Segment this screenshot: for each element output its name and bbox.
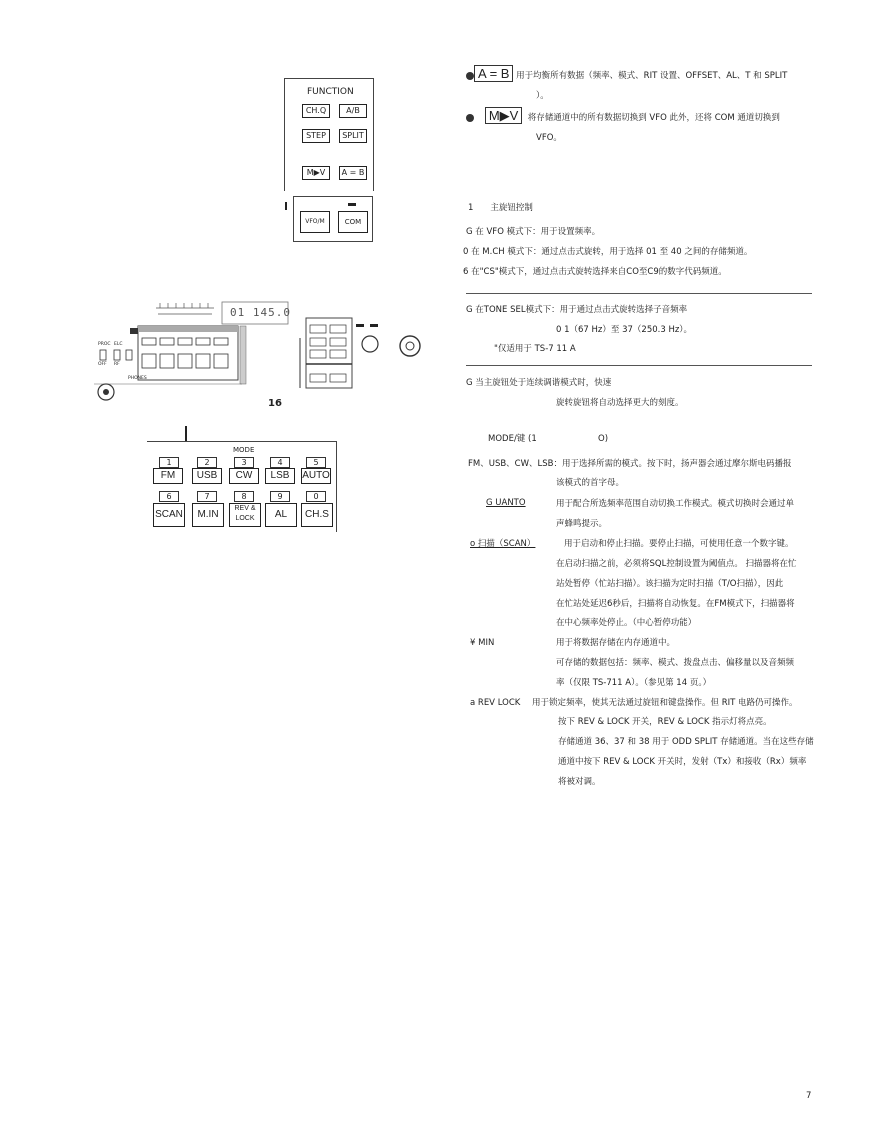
scan-line-3: 站处暂停（忙站扫描）。该扫描为定时扫描（T/O扫描），因此 xyxy=(556,579,784,589)
step-key[interactable]: STEP xyxy=(302,129,330,143)
num-3: 3 xyxy=(234,457,254,468)
ab-key-label: A = B xyxy=(474,65,513,82)
mode-heading-a: MODE/键 (1 xyxy=(488,434,537,444)
fm-line-2: 该模式的首字母。 xyxy=(556,478,625,488)
auto-line-1: 用于配合所选频率范围自动切换工作模式。模式切换时会通过单 xyxy=(556,499,795,509)
divider-2 xyxy=(466,365,812,366)
mv-description-cont: VFO。 xyxy=(536,133,562,143)
scan-label-text: o 扫描（SCAN） xyxy=(470,539,536,549)
min-line-3: 率（仅限 TS-711 A）。（参见第 14 页。） xyxy=(556,678,712,688)
s1-line-3: 6 在"CS"模式下，通过点击式旋转选择来自CO至C9的数字代码频道。 xyxy=(463,267,727,277)
mode-panel-marker xyxy=(185,426,187,442)
com-key[interactable]: COM xyxy=(338,211,368,233)
rev-lock-key[interactable]: REV & LOCK xyxy=(229,503,261,527)
section-1-heading: 1 主旋钮控制 xyxy=(468,203,533,213)
mode-panel xyxy=(147,441,337,532)
phones-label: PHONES xyxy=(128,376,147,381)
tone-line-3: "仅适用于 TS-7 11 A xyxy=(494,344,576,354)
auto-key[interactable]: AUTO xyxy=(301,468,331,484)
num-7: 7 xyxy=(197,491,217,502)
frequency-display: 01 145.0 xyxy=(230,306,291,319)
scan-line-5: 在中心频率处停止。（中心暂停功能） xyxy=(556,618,697,628)
front-panel-illustration xyxy=(94,298,434,410)
cont-line-1: G 当主旋钮处于连续调谐模式时，快速 xyxy=(466,378,612,388)
ab-description-cont: ）。 xyxy=(536,91,549,101)
num-4: 4 xyxy=(270,457,290,468)
off-label: OFF xyxy=(98,362,107,367)
mode-heading-b: O) xyxy=(598,434,609,444)
rev-line-2: 按下 REV & LOCK 开关，REV & LOCK 指示灯将点亮。 xyxy=(558,717,772,727)
cont-line-2: 旋转旋钮将自动选择更大的刻度。 xyxy=(556,398,684,408)
rev-line-3: 存储通道 36、37 和 38 用于 ODD SPLIT 存储通道。当在这些存储 xyxy=(558,737,814,747)
figure-caption: 16 xyxy=(268,398,282,409)
mv-item xyxy=(466,110,780,124)
usb-key[interactable]: USB xyxy=(192,468,222,484)
ab-key[interactable]: A/B xyxy=(339,104,367,118)
bullet-dot xyxy=(466,114,474,122)
scan-line-2: 在启动扫描之前，必须将SQL控制设置为阈值点。 扫描器将在忙 xyxy=(556,559,797,569)
s1-line-1: G 在 VFO 模式下：用于设置频率。 xyxy=(466,227,601,237)
auto-label: G UANTO xyxy=(486,498,526,508)
scan-key[interactable]: SCAN xyxy=(153,503,185,527)
rev-label: a REV LOCK xyxy=(470,698,521,708)
split-key[interactable]: SPLIT xyxy=(339,129,367,143)
m-in-key[interactable]: M.IN xyxy=(192,503,224,527)
num-6: 6 xyxy=(159,491,179,502)
scan-line-4: 在忙站处延迟6秒后，扫描将自动恢复。在FM模式下，扫描器将 xyxy=(556,599,795,609)
ab-description: 用于均衡所有数据（频率、模式、RIT 设置、OFFSET、AL、T 和 SPLIT xyxy=(516,71,788,81)
function-panel xyxy=(284,78,374,191)
vfo-m-key[interactable]: VFO/M xyxy=(300,211,330,233)
num-0: 0 xyxy=(306,491,326,502)
min-line-2: 可存储的数据包括：频率、模式、拨盘点击、偏移量以及音频频 xyxy=(556,658,795,668)
rev-line-4: 通道中按下 REV & LOCK 开关时，发射（Tx）和接收（Rx）频率 xyxy=(558,757,807,767)
page-number: 7 xyxy=(806,1091,812,1101)
indicator-led xyxy=(348,203,356,206)
lsb-key[interactable]: LSB xyxy=(265,468,295,484)
divider-1 xyxy=(466,293,812,294)
num-1: 1 xyxy=(159,457,179,468)
fm-key[interactable]: FM xyxy=(153,468,183,484)
ab-item xyxy=(466,68,787,82)
al-key[interactable]: AL xyxy=(265,503,297,527)
scan-label xyxy=(470,538,535,550)
num-5: 5 xyxy=(306,457,326,468)
min-label: ¥ MIN xyxy=(470,638,495,648)
scan-line-1: 用于启动和停止扫描。要停止扫描，可使用任意一个数字键。 xyxy=(564,539,794,549)
rev-line-5: 将被对调。 xyxy=(558,777,601,787)
num-8: 8 xyxy=(234,491,254,502)
tone-line-2: 0 1（67 Hz）至 37（250.3 Hz）。 xyxy=(556,325,693,335)
mv-key[interactable]: M▶V xyxy=(302,166,330,180)
fm-line-1: FM、USB、CW、LSB：用于选择所需的模式。按下时，扬声器会通过摩尔斯电码播报 xyxy=(468,459,792,469)
auto-line-2: 声蜂鸣提示。 xyxy=(556,519,608,529)
rf-label: RF xyxy=(114,362,120,367)
proc-label: PROC xyxy=(98,342,111,347)
num-2: 2 xyxy=(197,457,217,468)
mode-title: MODE xyxy=(233,446,255,454)
num-9: 9 xyxy=(270,491,290,502)
bullet-dot xyxy=(466,72,474,80)
rev-line-1: 用于锁定频率，使其无法通过旋钮和键盘操作。但 RIT 电路仍可操作。 xyxy=(532,698,798,708)
function-title: FUNCTION xyxy=(307,87,354,97)
tone-line-1: G 在TONE SEL模式下：用于通过点击式旋转选择子音频率 xyxy=(466,305,688,315)
s1-line-2: 0 在 M.CH 模式下：通过点击式旋转，用于选择 01 至 40 之间的存储频道。 xyxy=(463,247,753,257)
vfo-com-panel xyxy=(293,196,373,242)
elc-label: ELC xyxy=(114,342,123,347)
panel-marker xyxy=(285,202,287,210)
cw-key[interactable]: CW xyxy=(229,468,259,484)
mv-key-label: M▶V xyxy=(485,107,523,124)
mv-description: 将存储通道中的所有数据切换到 VFO 此外，还将 COM 通道切换到 xyxy=(527,113,780,123)
chq-key[interactable]: CH.Q xyxy=(302,104,330,118)
ch-s-key[interactable]: CH.S xyxy=(301,503,333,527)
a-equals-b-key[interactable]: A = B xyxy=(339,166,367,180)
min-line-1: 用于将数据存储在内存通道中。 xyxy=(556,638,676,648)
